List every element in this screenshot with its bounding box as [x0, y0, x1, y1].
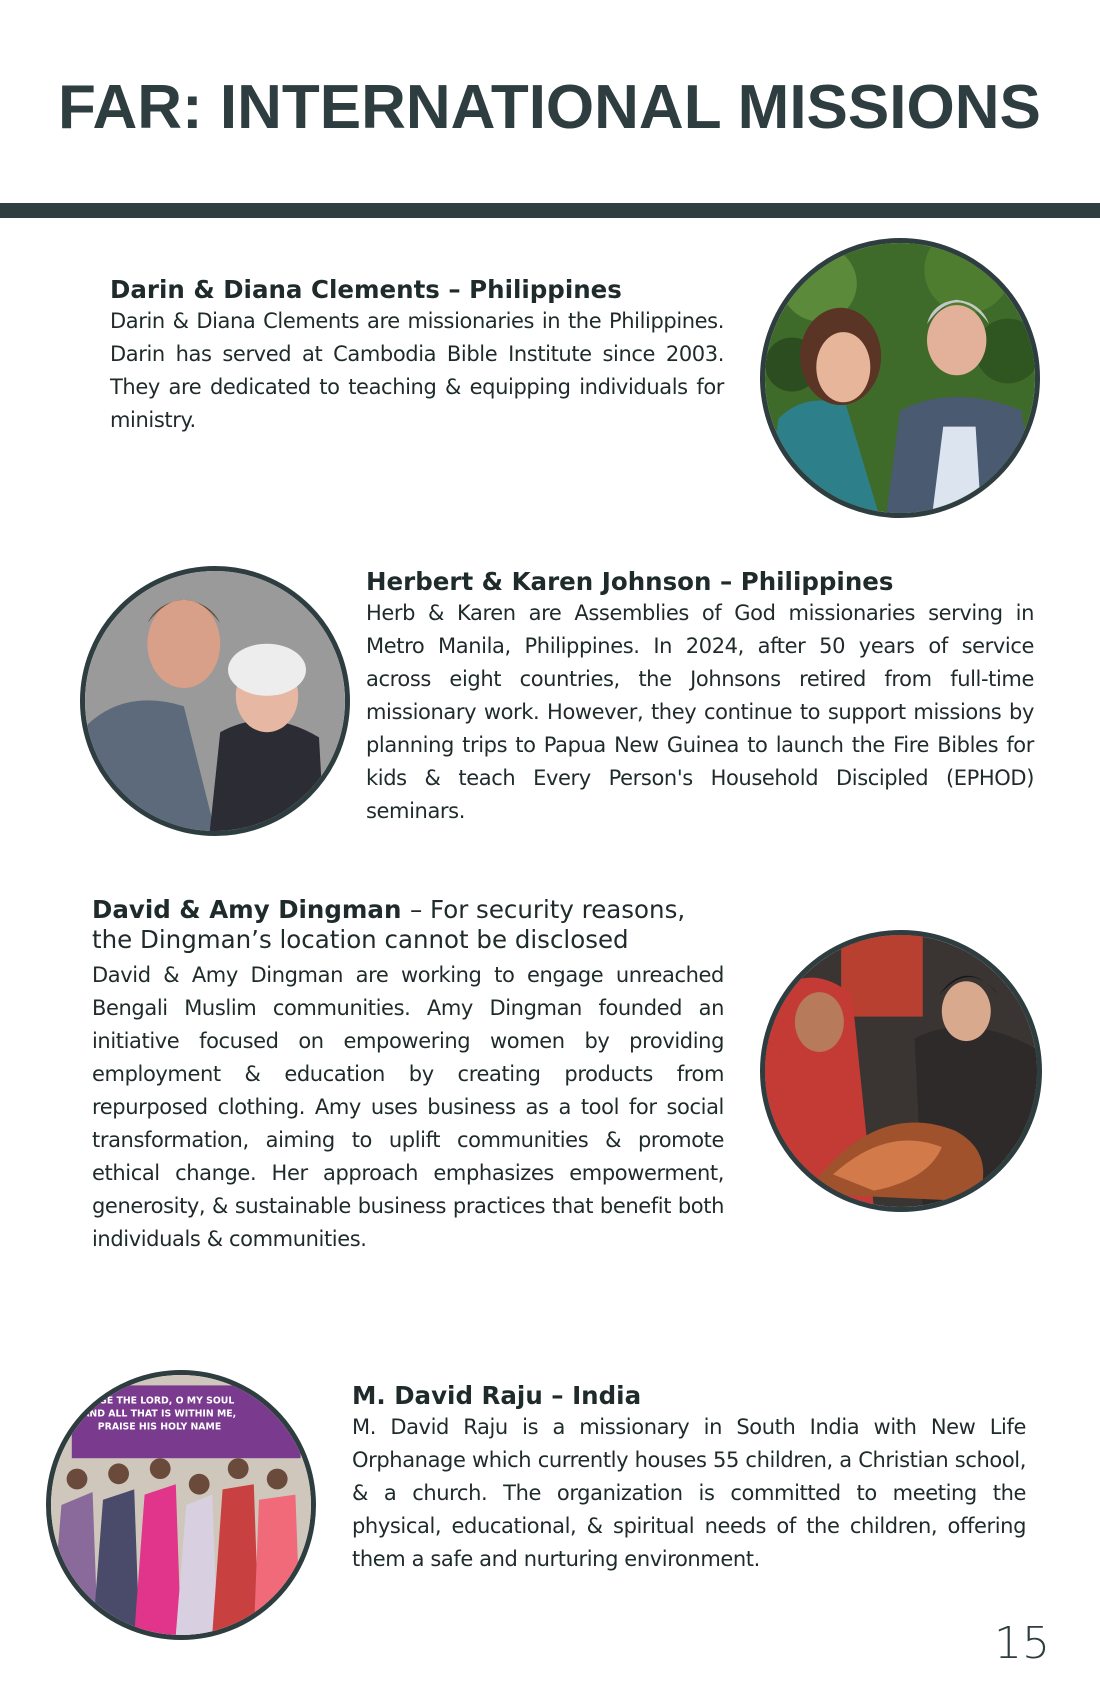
missionary-section-clements: [110, 275, 724, 437]
banner-line-2: AND ALL THAT IS WITHIN ME,: [82, 1408, 237, 1420]
banner-line-1: RAISE THE LORD, O MY SOUL: [82, 1395, 235, 1407]
missionary-name: M. David Raju – India: [352, 1381, 642, 1410]
missionary-heading: [92, 895, 724, 955]
page-title: FAR: INTERNATIONAL MISSIONS: [58, 73, 1041, 142]
missionary-name: Herbert & Karen Johnson – Philippines: [366, 567, 894, 596]
missionary-description: M. David Raju is a missionary in South India with New Life Orphanage which currently houses 55 children, a Christian school, & a church. The organization is committed to meeting the physical, educational, & spiritual needs of the children, offering them a safe and nurturing environment.: [352, 1415, 1026, 1571]
raju-photo: [46, 1370, 316, 1640]
missionary-description: Darin & Diana Clements are missionaries in the Philippines. Darin has served at Cambodia Bible Institute since 2003. They are dedicated to teaching & equipping individuals for ministry.: [110, 309, 724, 432]
clements-photo: [760, 238, 1040, 518]
missionary-section-raju: [352, 1381, 1026, 1576]
location-note: – For security reasons, the Dingman’s location cannot be disclosed: [92, 895, 686, 954]
missionary-name: Darin & Diana Clements – Philippines: [110, 275, 622, 304]
missionary-section-dingman: [92, 895, 724, 1256]
missionary-description: David & Amy Dingman are working to engage unreached Bengali Muslim communities. Amy Dingman founded an initiative focused on empowering women by providing employment & education by creating products from repurposed clothing. Amy uses business as a tool for social transformation, aiming to uplift communities & promote ethical change. Her approach emphasizes empowerment, generosity, & sustainable business practices that benefit both individuals & communities.: [92, 963, 724, 1251]
title-divider: [0, 203, 1100, 218]
missionary-name: David & Amy Dingman: [92, 895, 402, 924]
dingman-photo: [760, 930, 1042, 1212]
banner-line-3: PRAISE HIS HOLY NAME: [97, 1421, 222, 1433]
page-number: 15: [994, 1618, 1050, 1669]
johnson-photo: [80, 566, 350, 836]
missionary-section-johnson: [366, 567, 1034, 828]
missionary-description: Herb & Karen are Assemblies of God missionaries serving in Metro Manila, Philippines. In 2024, after 50 years of service across eight countries, the Johnsons retired from full-time missionary work. However, they continue to support missions by planning trips to Papua New Guinea to launch the Fire Bibles for kids & teach Every Person's Household Discipled (EPHOD) seminars.: [366, 601, 1034, 823]
